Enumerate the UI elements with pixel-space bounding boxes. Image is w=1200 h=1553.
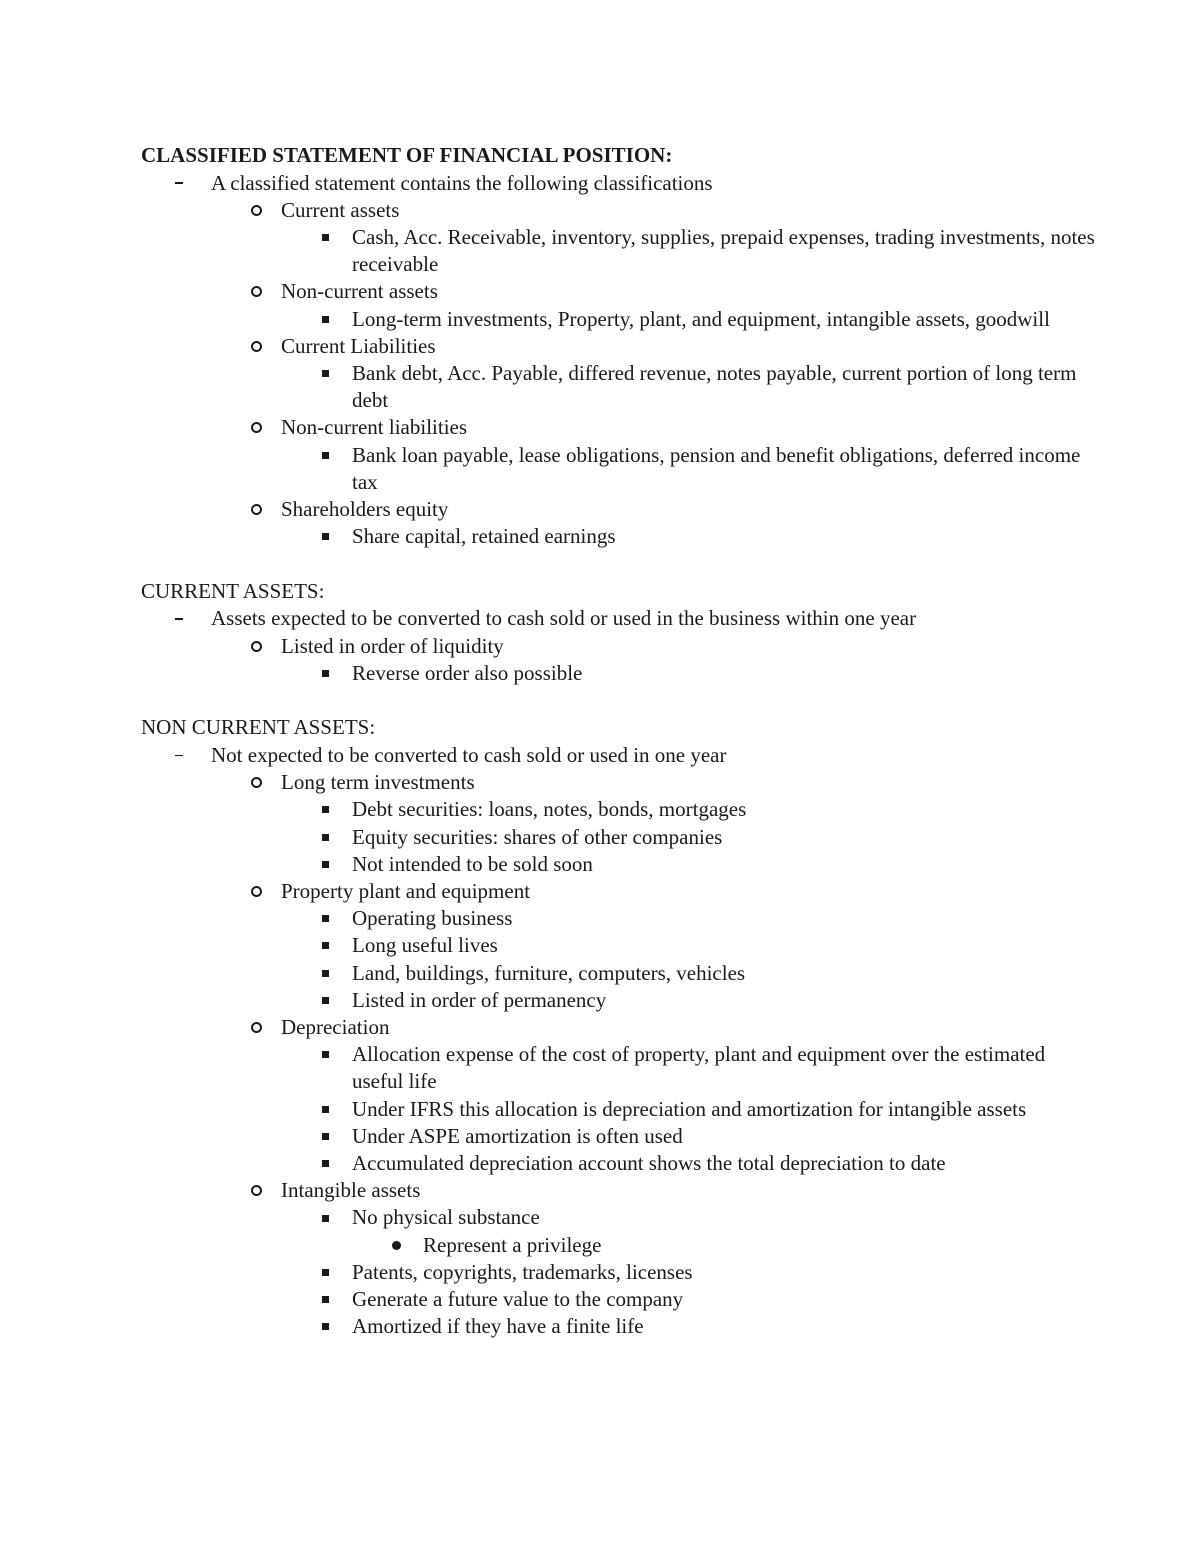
outline-item-level-2 <box>141 1014 1101 1041</box>
hollow-circle-bullet-icon <box>249 278 263 305</box>
outline-item-text: Accumulated depreciation account shows the total depreciation to date <box>352 1151 946 1175</box>
square-bullet-icon <box>318 1041 332 1068</box>
outline-item-text: Current Liabilities <box>281 333 436 358</box>
outline-item-text: Patents, copyrights, trademarks, licenses <box>352 1259 693 1284</box>
outline-item-text: Non-current assets <box>281 279 438 304</box>
square-bullet-icon <box>318 360 332 387</box>
outline-item-level-3 <box>141 932 1101 959</box>
hollow-circle-bullet-icon <box>249 1014 263 1041</box>
hollow-circle-bullet-icon <box>249 333 263 360</box>
hollow-circle-bullet-icon <box>249 197 263 224</box>
hollow-circle-bullet-icon <box>249 1177 263 1204</box>
outline-item-level-2 <box>141 1177 1101 1204</box>
dash-bullet-icon <box>172 742 186 769</box>
outline-item-text: Under IFRS this allocation is depreciation and amortization for intangible assets <box>352 1096 1027 1121</box>
dash-bullet-icon <box>172 170 186 197</box>
outline-item-level-3 <box>141 851 1101 878</box>
outline-item-text: Bank loan payable, lease obligations, pension and benefit obligations, deferred income tax <box>352 442 1081 494</box>
outline-item-level-2 <box>141 769 1101 796</box>
outline-item-text: A classified statement contains the following classifications <box>211 170 713 195</box>
outline-item-text: Listed in order of liquidity <box>281 633 504 658</box>
outline-item-level-4 <box>141 1232 1101 1259</box>
outline-item-text: Shareholders equity <box>281 496 449 521</box>
outline-item-text: No physical substance <box>352 1205 540 1230</box>
outline-item-text: Assets expected to be converted to cash sold or used in the business within one year <box>211 606 917 631</box>
document-content <box>141 142 1101 1340</box>
square-bullet-icon <box>318 1123 332 1150</box>
outline-item-text: Under ASPE amortization is often used <box>352 1123 683 1148</box>
outline-item-level-3 <box>141 1150 1101 1177</box>
outline-item-level-3 <box>141 1313 1101 1340</box>
outline-item-text: Land, buildings, furniture, computers, vehicles <box>352 960 746 985</box>
outline-item-text: Long useful lives <box>352 933 498 958</box>
outline-item-text: Long-term investments, Property, plant, and equipment, intangible assets, goodwill <box>352 306 1050 331</box>
outline-item-level-2 <box>141 878 1101 905</box>
outline-item-text: Long term investments <box>281 770 475 795</box>
outline-item-level-3 <box>141 360 1101 414</box>
outline-item-level-3 <box>141 987 1101 1014</box>
outline-item-text: Current assets <box>281 197 400 222</box>
outline-item-text: Bank debt, Acc. Payable, differed revenue, notes payable, current portion of long term debt <box>352 360 1077 413</box>
section-spacer <box>141 550 1101 578</box>
outline-item-level-1 <box>141 605 1101 632</box>
outline-item-level-3 <box>141 306 1101 333</box>
square-bullet-icon <box>318 224 332 251</box>
outline-item-text: Not intended to be sold soon <box>352 851 593 876</box>
outline-item-level-2 <box>141 197 1101 224</box>
outline-item-text: Non-current liabilities <box>281 415 468 440</box>
hollow-circle-bullet-icon <box>249 878 263 905</box>
outline-item-level-3 <box>141 1096 1101 1123</box>
square-bullet-icon <box>318 1313 332 1340</box>
outline-item-level-3 <box>141 224 1101 278</box>
outline-item-level-2 <box>141 414 1101 441</box>
square-bullet-icon <box>318 796 332 823</box>
outline-item-level-2 <box>141 633 1101 660</box>
section-spacer <box>141 687 1101 715</box>
outline-item-level-3 <box>141 660 1101 687</box>
outline-item-level-2 <box>141 333 1101 360</box>
outline-item-level-1 <box>141 170 1101 197</box>
outline-item-text: Operating business <box>352 906 513 931</box>
square-bullet-icon <box>318 932 332 959</box>
square-bullet-icon <box>318 851 332 878</box>
outline-item-text: Allocation expense of the cost of property, plant and equipment over the estimated useful life <box>352 1042 1046 1094</box>
outline-item-text: Reverse order also possible <box>352 660 583 685</box>
square-bullet-icon <box>318 523 332 550</box>
outline-item-level-2 <box>141 496 1101 523</box>
section-heading: CURRENT ASSETS: <box>141 578 325 603</box>
section-heading: NON CURRENT ASSETS: <box>141 715 376 740</box>
square-bullet-icon <box>318 442 332 469</box>
square-bullet-icon <box>318 987 332 1014</box>
outline-item-level-3 <box>141 796 1101 823</box>
outline-item-level-3 <box>141 523 1101 550</box>
outline-item-text: Listed in order of permanency <box>352 987 607 1012</box>
outline-item-level-1 <box>141 742 1101 769</box>
filled-circle-bullet-icon <box>389 1232 403 1259</box>
square-bullet-icon <box>318 660 332 687</box>
square-bullet-icon <box>318 824 332 851</box>
square-bullet-icon <box>318 1096 332 1123</box>
square-bullet-icon <box>318 960 332 987</box>
outline-item-level-3 <box>141 824 1101 851</box>
outline-item-text: Amortized if they have a finite life <box>352 1314 644 1339</box>
outline-item-level-3 <box>141 1123 1101 1150</box>
outline-item-text: Share capital, retained earnings <box>352 524 616 549</box>
square-bullet-icon <box>318 1204 332 1231</box>
hollow-circle-bullet-icon <box>249 769 263 796</box>
hollow-circle-bullet-icon <box>249 414 263 441</box>
outline-item-text: Generate a future value to the company <box>352 1287 684 1312</box>
outline-item-level-3 <box>141 960 1101 987</box>
square-bullet-icon <box>318 306 332 333</box>
outline-item-level-3 <box>141 1041 1101 1095</box>
outline-item-text: Represent a privilege <box>423 1232 602 1257</box>
outline-item-text: Debt securities: loans, notes, bonds, mortgages <box>352 797 747 822</box>
section-heading: CLASSIFIED STATEMENT OF FINANCIAL POSITION: <box>141 143 673 167</box>
outline-item-level-3 <box>141 442 1101 496</box>
outline-item-text: Equity securities: shares of other companies <box>352 824 723 849</box>
outline-item-level-3 <box>141 1259 1101 1286</box>
outline-item-text: Intangible assets <box>281 1178 421 1203</box>
square-bullet-icon <box>318 1150 332 1177</box>
outline-item-level-3 <box>141 1286 1101 1313</box>
outline-item-text: Cash, Acc. Receivable, inventory, supplies, prepaid expenses, trading investments, notes receivable <box>352 224 1095 277</box>
outline-item-text: Depreciation <box>281 1014 390 1039</box>
dash-bullet-icon <box>172 605 186 632</box>
square-bullet-icon <box>318 905 332 932</box>
outline-item-level-3 <box>141 905 1101 932</box>
outline-item-text: Not expected to be converted to cash sold or used in one year <box>211 742 727 767</box>
square-bullet-icon <box>318 1259 332 1286</box>
outline-item-level-2 <box>141 278 1101 305</box>
hollow-circle-bullet-icon <box>249 496 263 523</box>
outline-item-level-3 <box>141 1204 1101 1231</box>
hollow-circle-bullet-icon <box>249 633 263 660</box>
outline-item-text: Property plant and equipment <box>281 878 531 903</box>
square-bullet-icon <box>318 1286 332 1313</box>
